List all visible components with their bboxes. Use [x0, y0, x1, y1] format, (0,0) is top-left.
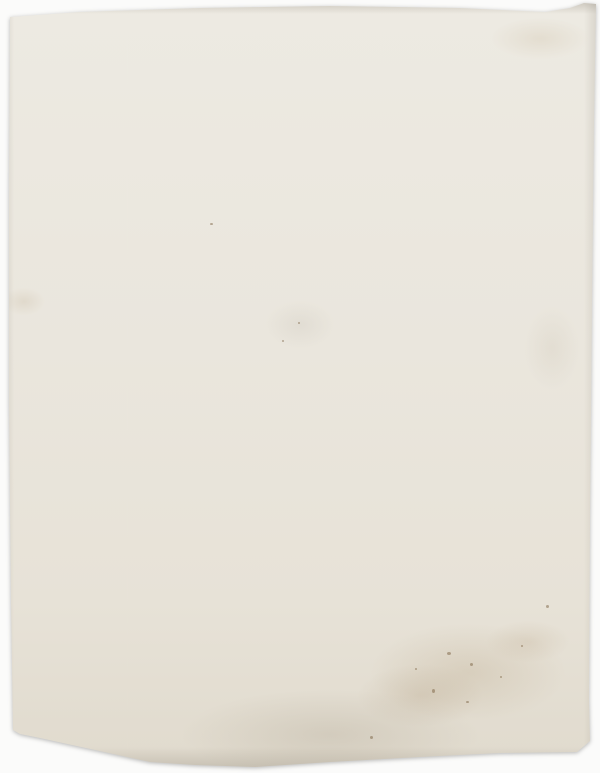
paper-stain — [282, 340, 284, 342]
paper-stain — [298, 322, 300, 324]
paper-stain — [415, 668, 417, 670]
paper-stain — [521, 645, 523, 647]
paper-stain — [500, 676, 502, 678]
paper-stain — [432, 689, 435, 693]
paper-stain — [210, 223, 213, 225]
paper-stain — [370, 736, 373, 739]
paper-stain — [466, 701, 469, 703]
paper-stain — [447, 652, 451, 655]
paper-stain — [546, 605, 549, 608]
paper-stain — [470, 663, 473, 666]
